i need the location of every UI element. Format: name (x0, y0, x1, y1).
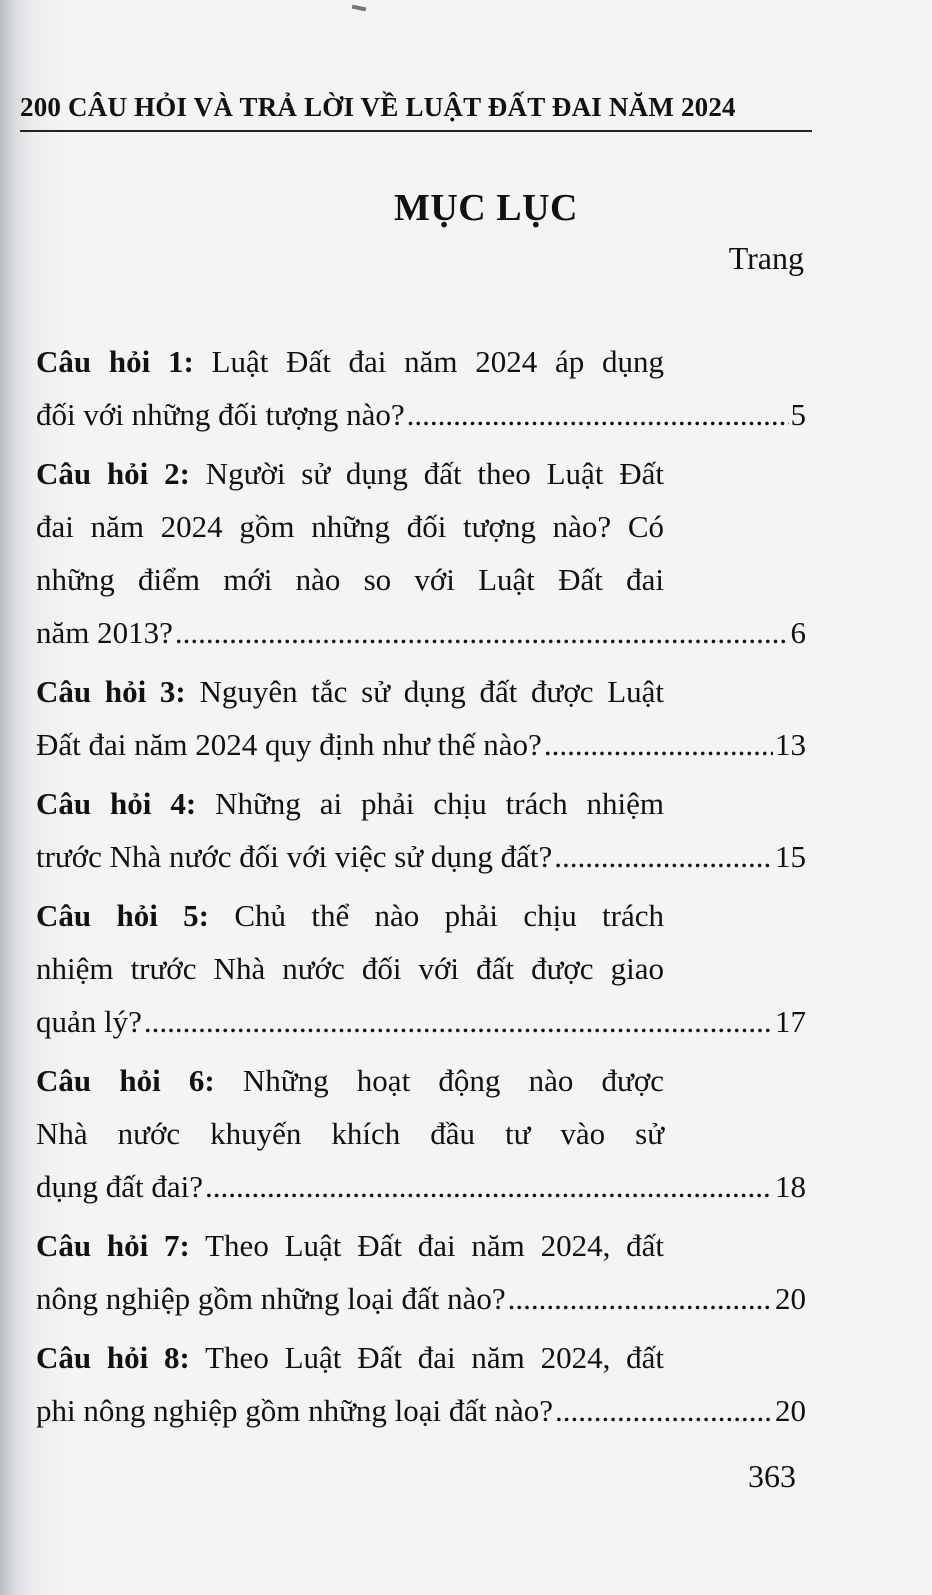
toc-entry (36, 447, 806, 659)
toc-page-ref: 15 (775, 839, 806, 874)
question-label: Câu hỏi 8: (36, 1340, 190, 1375)
toc-entry-line (36, 889, 664, 942)
toc-entry (36, 1219, 806, 1325)
ink-speck (352, 5, 367, 12)
question-text: những điểm mới nào so với Luật Đất đai (36, 562, 664, 597)
question-text: Chủ thể nào phải chịu trách (234, 898, 665, 933)
question-text: nhiệm trước Nhà nước đối với đất được giao (36, 951, 664, 986)
question-label: Câu hỏi 2: (36, 456, 190, 491)
toc-entry-last-line (36, 388, 806, 441)
toc-entry-line (36, 553, 664, 606)
running-header: 200 CÂU HỎI VÀ TRẢ LỜI VỀ LUẬT ĐẤT ĐAI NĂM 2024 (20, 92, 736, 122)
question-text: Nguyên tắc sử dụng đất được Luật (199, 674, 665, 709)
page-number: 363 (748, 1458, 796, 1494)
toc-entry (36, 1331, 806, 1437)
question-text: trước Nhà nước đối với việc sử dụng đất? (36, 839, 553, 874)
toc-entry (36, 665, 806, 771)
toc-entry-last-line (36, 830, 806, 883)
toc-entry-last-line (36, 606, 806, 659)
header-rule (20, 130, 812, 132)
toc-entry-last-line (36, 995, 806, 1048)
toc-page-ref: 17 (775, 1004, 806, 1039)
toc-entry-line (36, 777, 664, 830)
question-text: Những hoạt động nào được (242, 1063, 664, 1098)
toc-entry (36, 777, 806, 883)
leader-dots (144, 995, 773, 1048)
question-text: năm 2013? (36, 615, 173, 650)
toc-entry-line (36, 1107, 664, 1160)
question-label: Câu hỏi 5: (36, 898, 209, 933)
question-text: đối với những đối tượng nào? (36, 397, 405, 432)
question-text: phi nông nghiệp gồm những loại đất nào? (36, 1393, 554, 1428)
toc-page-ref: 18 (775, 1169, 806, 1204)
question-text: Nhà nước khuyến khích đầu tư vào sử (36, 1116, 664, 1151)
toc-entry-last-line (36, 1160, 806, 1213)
toc-entry-line (36, 1331, 664, 1384)
toc-page-ref: 6 (790, 615, 806, 650)
question-text: quản lý? (36, 1004, 142, 1039)
toc-entry-last-line (36, 718, 806, 771)
leader-dots (407, 388, 789, 441)
toc-entry-line (36, 1219, 664, 1272)
toc-entry (36, 889, 806, 1048)
question-text: Những ai phải chịu trách nhiệm (215, 786, 665, 821)
leader-dots (555, 1384, 773, 1437)
toc-entry-line (36, 335, 664, 388)
toc-entry-last-line (36, 1384, 806, 1437)
toc-entry (36, 335, 806, 441)
table-of-contents (36, 335, 806, 1443)
toc-title: MỤC LỤC (394, 187, 578, 229)
question-label: Câu hỏi 7: (36, 1228, 190, 1263)
question-text: Đất đai năm 2024 quy định như thế nào? (36, 727, 542, 762)
toc-entry-line (36, 500, 664, 553)
question-text: Người sử dụng đất theo Luật Đất (205, 456, 664, 491)
toc-entry-line (36, 942, 664, 995)
toc-page-ref: 13 (775, 727, 806, 762)
leader-dots (544, 718, 773, 771)
question-label: Câu hỏi 1: (36, 344, 194, 379)
question-text: Luật Đất đai năm 2024 áp dụng (211, 344, 664, 379)
question-text: đai năm 2024 gồm những đối tượng nào? Có (36, 509, 664, 544)
page-column-label: Trang (728, 240, 804, 276)
toc-page-ref: 20 (775, 1281, 806, 1316)
leader-dots (554, 830, 773, 883)
question-text: Theo Luật Đất đai năm 2024, đất (205, 1228, 664, 1263)
toc-entry-line (36, 665, 664, 718)
leader-dots (508, 1272, 773, 1325)
leader-dots (205, 1160, 773, 1213)
question-text: dụng đất đai? (36, 1169, 204, 1204)
question-text: Theo Luật Đất đai năm 2024, đất (205, 1340, 664, 1375)
toc-entry-line (36, 447, 664, 500)
question-text: nông nghiệp gồm những loại đất nào? (36, 1281, 506, 1316)
toc-entry (36, 1054, 806, 1213)
question-label: Câu hỏi 3: (36, 674, 186, 709)
toc-entry-last-line (36, 1272, 806, 1325)
toc-page-ref: 20 (775, 1393, 806, 1428)
toc-entry-line (36, 1054, 664, 1107)
toc-page-ref: 5 (790, 397, 806, 432)
question-label: Câu hỏi 4: (36, 786, 197, 821)
question-label: Câu hỏi 6: (36, 1063, 215, 1098)
leader-dots (175, 606, 789, 659)
